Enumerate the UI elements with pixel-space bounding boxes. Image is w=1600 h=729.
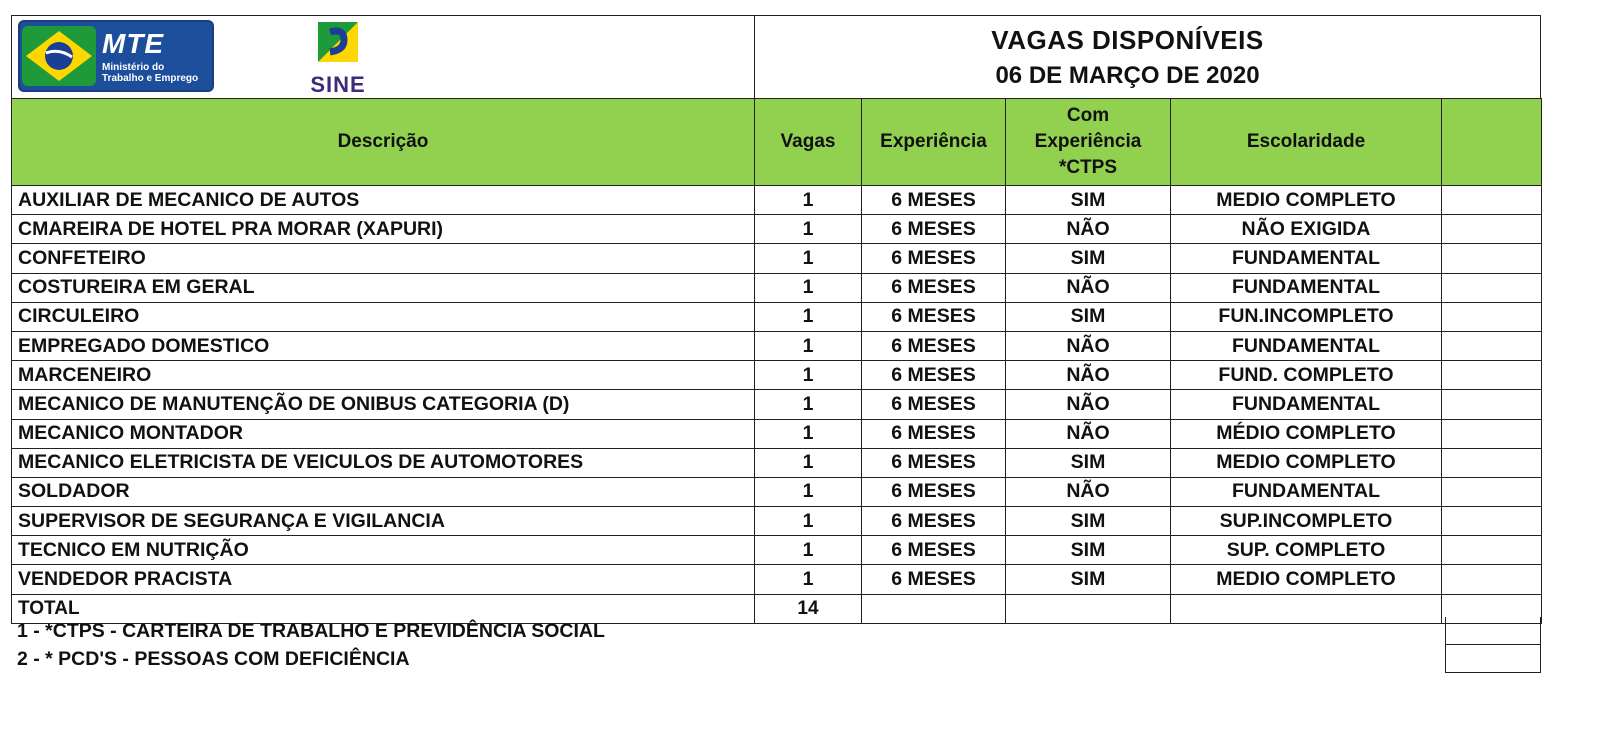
cell-descricao: TECNICO EM NUTRIÇÃO	[12, 536, 755, 565]
page-date: 06 DE MARÇO DE 2020	[995, 61, 1260, 89]
table-row	[12, 244, 1542, 273]
cell-ctps: SIM	[1006, 565, 1171, 594]
cell-escolaridade: FUND. COMPLETO	[1171, 361, 1442, 390]
table-row	[12, 448, 1542, 477]
cell-blank	[1442, 186, 1542, 215]
col-header-experiencia: Experiência	[862, 99, 1006, 186]
cell-ctps: NÃO	[1006, 273, 1171, 302]
cell-escolaridade: MÉDIO COMPLETO	[1171, 419, 1442, 448]
cell-blank	[1442, 215, 1542, 244]
cell-blank	[1442, 565, 1542, 594]
vacancies-table	[11, 98, 1542, 624]
cell-ctps: SIM	[1006, 244, 1171, 273]
cell-ctps: NÃO	[1006, 419, 1171, 448]
table-row	[12, 390, 1542, 419]
footnotes	[11, 617, 1541, 673]
cell-descricao: COSTUREIRA EM GERAL	[12, 273, 755, 302]
table-header-row	[12, 99, 1542, 186]
cell-ctps: SIM	[1006, 302, 1171, 331]
col-header-com-experiencia: Com Experiência *CTPS	[1006, 99, 1171, 186]
title-area	[755, 16, 1540, 98]
cell-ctps: NÃO	[1006, 477, 1171, 506]
cell-experiencia: 6 MESES	[862, 361, 1006, 390]
table-row	[12, 302, 1542, 331]
table-row	[12, 419, 1542, 448]
cell-ctps: SIM	[1006, 186, 1171, 215]
table-row	[12, 507, 1542, 536]
cell-experiencia: 6 MESES	[862, 331, 1006, 360]
cell-experiencia: 6 MESES	[862, 419, 1006, 448]
sine-logo-text: SINE	[310, 72, 366, 97]
cell-vagas: 1	[755, 331, 862, 360]
col-header-vagas: Vagas	[755, 99, 862, 186]
footnote-ctps: 1 - *CTPS - CARTEIRA DE TRABALHO E PREVIDÊNCIA SOCIAL	[11, 617, 1541, 645]
cell-blank	[1442, 419, 1542, 448]
cell-blank	[1442, 448, 1542, 477]
cell-escolaridade: SUP. COMPLETO	[1171, 536, 1442, 565]
cell-vagas: 1	[755, 273, 862, 302]
cell-descricao: EMPREGADO DOMESTICO	[12, 331, 755, 360]
job-listing-sheet	[11, 15, 1541, 624]
col-header-escolaridade: Escolaridade	[1171, 99, 1442, 186]
cell-descricao: SOLDADOR	[12, 477, 755, 506]
cell-experiencia: 6 MESES	[862, 565, 1006, 594]
cell-vagas: 1	[755, 507, 862, 536]
cell-experiencia: 6 MESES	[862, 507, 1006, 536]
cell-ctps: NÃO	[1006, 331, 1171, 360]
cell-vagas: 1	[755, 477, 862, 506]
cell-experiencia: 6 MESES	[862, 186, 1006, 215]
cell-descricao: CIRCULEIRO	[12, 302, 755, 331]
table-row	[12, 331, 1542, 360]
brazil-flag-icon	[22, 26, 96, 86]
table-row	[12, 565, 1542, 594]
table-row	[12, 186, 1542, 215]
cell-escolaridade: MEDIO COMPLETO	[1171, 186, 1442, 215]
page-title: VAGAS DISPONÍVEIS	[991, 24, 1264, 55]
cell-ctps: SIM	[1006, 507, 1171, 536]
cell-vagas: 1	[755, 244, 862, 273]
cell-escolaridade: FUNDAMENTAL	[1171, 477, 1442, 506]
cell-blank	[1442, 273, 1542, 302]
cell-ctps: NÃO	[1006, 361, 1171, 390]
cell-descricao: CMAREIRA DE HOTEL PRA MORAR (XAPURI)	[12, 215, 755, 244]
cell-vagas: 1	[755, 186, 862, 215]
cell-blank	[1442, 477, 1542, 506]
table-row	[12, 273, 1542, 302]
cell-ctps: NÃO	[1006, 390, 1171, 419]
cell-vagas: 1	[755, 448, 862, 477]
table-row	[12, 536, 1542, 565]
cell-escolaridade: MEDIO COMPLETO	[1171, 565, 1442, 594]
footnote-box	[1445, 645, 1541, 673]
cell-vagas: 1	[755, 419, 862, 448]
mte-logo	[18, 20, 214, 92]
cell-escolaridade: FUNDAMENTAL	[1171, 273, 1442, 302]
cell-descricao: MECANICO DE MANUTENÇÃO DE ONIBUS CATEGORIA (D)	[12, 390, 755, 419]
total-vagas: 14	[755, 594, 862, 623]
cell-vagas: 1	[755, 565, 862, 594]
col-header-blank	[1442, 99, 1542, 186]
cell-descricao: MECANICO ELETRICISTA DE VEICULOS DE AUTOMOTORES	[12, 448, 755, 477]
table-row	[12, 361, 1542, 390]
cell-escolaridade: FUNDAMENTAL	[1171, 331, 1442, 360]
cell-vagas: 1	[755, 302, 862, 331]
cell-vagas: 1	[755, 361, 862, 390]
cell-escolaridade: FUNDAMENTAL	[1171, 390, 1442, 419]
mte-logo-subtitle: Ministério do Trabalho e Emprego	[102, 62, 199, 84]
logo-area	[12, 16, 755, 98]
cell-descricao: CONFETEIRO	[12, 244, 755, 273]
cell-vagas: 1	[755, 390, 862, 419]
cell-blank	[1442, 244, 1542, 273]
cell-experiencia: 6 MESES	[862, 448, 1006, 477]
cell-blank	[1442, 536, 1542, 565]
cell-descricao: AUXILIAR DE MECANICO DE AUTOS	[12, 186, 755, 215]
cell-blank	[1442, 390, 1542, 419]
cell-experiencia: 6 MESES	[862, 273, 1006, 302]
cell-blank	[1442, 331, 1542, 360]
table-row	[12, 477, 1542, 506]
sine-logo	[300, 20, 376, 98]
cell-escolaridade: NÃO EXIGIDA	[1171, 215, 1442, 244]
cell-ctps: SIM	[1006, 448, 1171, 477]
cell-ctps: SIM	[1006, 536, 1171, 565]
cell-escolaridade: FUN.INCOMPLETO	[1171, 302, 1442, 331]
footnote-pcd: 2 - * PCD'S - PESSOAS COM DEFICIÊNCIA	[11, 645, 1541, 673]
col-header-descricao: Descrição	[12, 99, 755, 186]
cell-ctps: NÃO	[1006, 215, 1171, 244]
cell-experiencia: 6 MESES	[862, 215, 1006, 244]
cell-blank	[1442, 361, 1542, 390]
cell-descricao: SUPERVISOR DE SEGURANÇA E VIGILANCIA	[12, 507, 755, 536]
cell-escolaridade: SUP.INCOMPLETO	[1171, 507, 1442, 536]
mte-logo-text: MTE	[102, 28, 165, 59]
sine-emblem-icon	[300, 20, 376, 72]
cell-vagas: 1	[755, 215, 862, 244]
total-label: TOTAL	[12, 594, 755, 623]
cell-descricao: MECANICO MONTADOR	[12, 419, 755, 448]
footnote-box	[1445, 617, 1541, 645]
cell-escolaridade: MEDIO COMPLETO	[1171, 448, 1442, 477]
sheet-header	[11, 15, 1541, 98]
cell-descricao: MARCENEIRO	[12, 361, 755, 390]
cell-descricao: VENDEDOR PRACISTA	[12, 565, 755, 594]
cell-escolaridade: FUNDAMENTAL	[1171, 244, 1442, 273]
cell-experiencia: 6 MESES	[862, 302, 1006, 331]
cell-blank	[1442, 302, 1542, 331]
cell-blank	[1442, 507, 1542, 536]
table-row	[12, 215, 1542, 244]
cell-experiencia: 6 MESES	[862, 244, 1006, 273]
cell-experiencia: 6 MESES	[862, 536, 1006, 565]
cell-vagas: 1	[755, 536, 862, 565]
cell-experiencia: 6 MESES	[862, 477, 1006, 506]
cell-experiencia: 6 MESES	[862, 390, 1006, 419]
